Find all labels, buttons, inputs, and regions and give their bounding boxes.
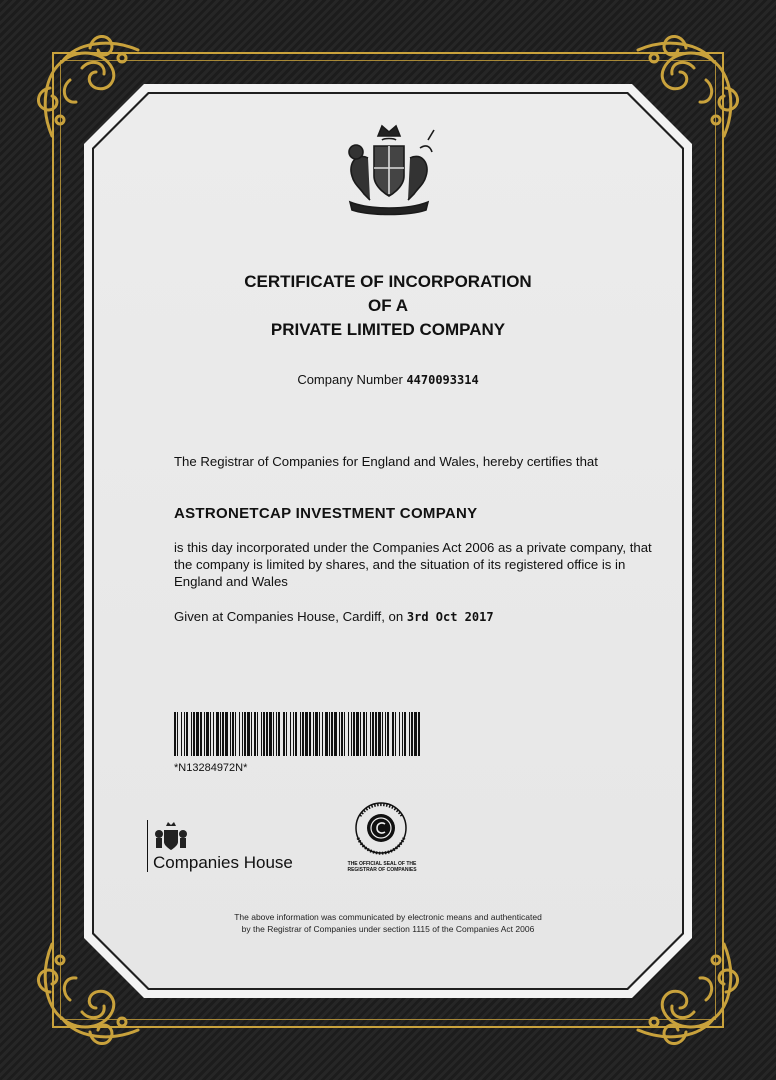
barcode-bar	[404, 712, 406, 756]
barcode-bar	[402, 712, 403, 756]
barcode-bar	[232, 712, 234, 756]
barcode-bar	[385, 712, 386, 756]
given-at-row	[174, 608, 660, 626]
barcode-bar	[334, 712, 337, 756]
barcode-bar	[409, 712, 410, 756]
barcode-bar	[366, 712, 367, 756]
barcode-bar	[331, 712, 333, 756]
barcode-bar	[235, 712, 236, 756]
seal-caption	[330, 861, 434, 873]
barcode-bar	[418, 712, 420, 756]
barcode-bar	[305, 712, 308, 756]
barcode-bar	[273, 712, 274, 756]
barcode-bar	[295, 712, 297, 756]
barcode-bar	[372, 712, 374, 756]
barcode-bar	[222, 712, 224, 756]
barcode-bar	[351, 712, 352, 756]
company-number-value: 4470093314	[406, 373, 479, 387]
barcode-bar	[239, 712, 240, 756]
barcode-bar	[200, 712, 202, 756]
barcode-bar	[257, 712, 258, 756]
barcode-bar	[184, 712, 185, 756]
given-at-text: Given at Companies House, Cardiff, on	[174, 609, 404, 624]
company-name: ASTRONETCAP INVESTMENT COMPANY	[174, 505, 478, 522]
company-number-label: Company Number	[297, 372, 403, 387]
barcode-bar	[399, 712, 400, 756]
barcode-bar	[375, 712, 377, 756]
barcode-bar	[261, 712, 262, 756]
barcode-bar	[313, 712, 314, 756]
barcode-bar	[414, 712, 417, 756]
barcode-bar	[322, 712, 323, 756]
barcode-bar	[210, 712, 211, 756]
barcode-bar	[392, 712, 394, 756]
registrar-certifies-text: The Registrar of Companies for England and Wales, hereby certifies that	[174, 454, 598, 469]
barcode-bar	[254, 712, 256, 756]
companies-house-crest-icon	[152, 822, 190, 852]
barcode-bar	[220, 712, 221, 756]
barcode-bar	[263, 712, 265, 756]
barcode-bar	[196, 712, 199, 756]
barcode-bar	[174, 712, 176, 756]
barcode-bar	[247, 712, 250, 756]
barcode-bar	[191, 712, 192, 756]
barcode-bar	[266, 712, 268, 756]
barcode-bar	[242, 712, 243, 756]
barcode-bar	[329, 712, 330, 756]
barcode-bar	[230, 712, 231, 756]
authentication-footer	[150, 911, 626, 935]
barcode-bar	[186, 712, 188, 756]
barcode-bar	[370, 712, 371, 756]
barcode-bar	[382, 712, 383, 756]
barcode-bar	[387, 712, 389, 756]
barcode-bar	[302, 712, 304, 756]
title-line-1: CERTIFICATE OF INCORPORATION	[244, 272, 532, 291]
official-seal-icon	[342, 800, 420, 856]
barcode-bar	[193, 712, 195, 756]
footer-line-2: by the Registrar of Companies under section 1115 of the Companies Act 2006	[241, 924, 535, 934]
barcode-bar	[315, 712, 318, 756]
barcode-bar	[206, 712, 209, 756]
companies-house-divider	[147, 820, 148, 872]
barcode-bar	[251, 712, 252, 756]
barcode-bar	[293, 712, 294, 756]
barcode-bar	[341, 712, 343, 756]
barcode-bar	[395, 712, 396, 756]
seal-caption-line-1: THE OFFICIAL SEAL OF THE	[347, 861, 417, 867]
royal-coat-of-arms-icon	[330, 118, 448, 218]
barcode-bar	[276, 712, 277, 756]
company-number-row	[150, 372, 626, 387]
barcode-text: *N13284972N*	[174, 762, 248, 774]
seal-caption-line-2: REGISTRAR OF COMPANIES	[347, 867, 417, 873]
barcode-bar	[213, 712, 214, 756]
barcode-bar	[300, 712, 301, 756]
barcode-bar	[225, 712, 228, 756]
barcode-bar	[348, 712, 349, 756]
barcode-bar	[204, 712, 205, 756]
barcode-bar	[325, 712, 328, 756]
barcode-bar	[290, 712, 291, 756]
barcode-bar	[309, 712, 311, 756]
barcode-bar	[216, 712, 219, 756]
title-line-2: OF A	[368, 296, 408, 315]
barcode-bar	[177, 712, 178, 756]
barcode-bar	[286, 712, 287, 756]
barcode-bar	[363, 712, 365, 756]
incorporation-statement: is this day incorporated under the Companies Act 2006 as a private company, that the company is limited by shares, and the situation of its registered office is in England and Wales	[174, 540, 652, 589]
barcode-bar	[353, 712, 355, 756]
barcode-bar	[181, 712, 182, 756]
barcode-bar	[244, 712, 246, 756]
certificate-title	[150, 270, 626, 342]
footer-line-1: The above information was communicated by electronic means and authenticated	[234, 912, 542, 922]
barcode-bar	[360, 712, 361, 756]
barcode	[174, 712, 420, 756]
barcode-bar	[319, 712, 320, 756]
barcode-bar	[278, 712, 280, 756]
given-date: 3rd Oct 2017	[406, 610, 494, 624]
barcode-bar	[269, 712, 272, 756]
barcode-bar	[411, 712, 413, 756]
barcode-bar	[356, 712, 359, 756]
barcode-bar	[378, 712, 381, 756]
barcode-bar	[283, 712, 285, 756]
barcode-bar	[344, 712, 345, 756]
title-line-3: PRIVATE LIMITED COMPANY	[270, 320, 506, 339]
companies-house-label: Companies House	[153, 853, 293, 872]
barcode-bar	[339, 712, 340, 756]
